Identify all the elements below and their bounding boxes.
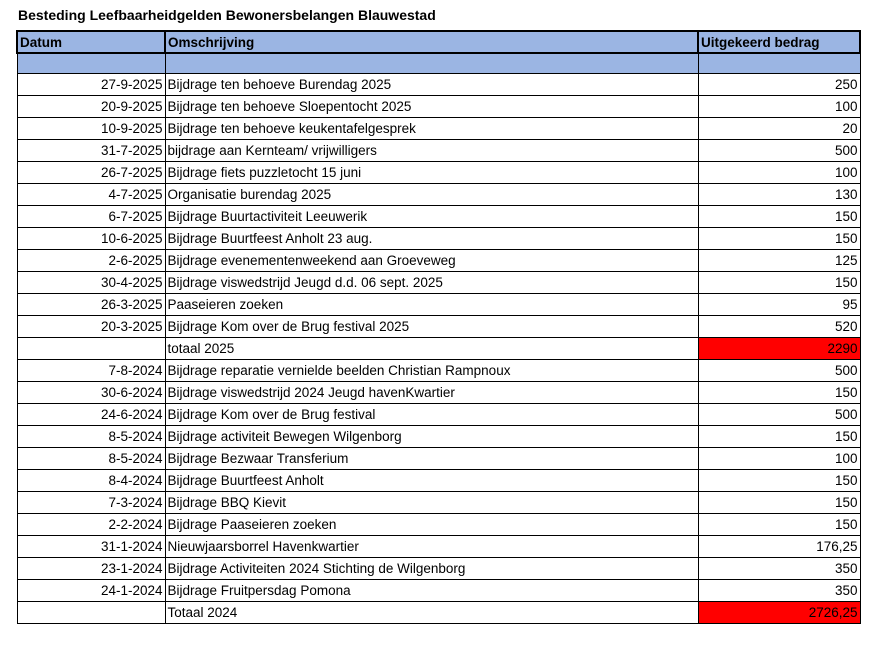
date-cell: 4-7-2025 [17, 184, 165, 206]
amount-cell: 250 [698, 74, 860, 96]
date-cell: 2-2-2024 [17, 514, 165, 536]
date-cell: 8-5-2024 [17, 426, 165, 448]
date-cell: 30-4-2025 [17, 272, 165, 294]
amount-cell: 150 [698, 492, 860, 514]
expenditure-table [16, 30, 861, 624]
band-cell-date [17, 53, 165, 74]
description-cell: Paaseieren zoeken [165, 294, 698, 316]
table-row [17, 404, 860, 426]
description-cell: Bijdrage Paaseieren zoeken [165, 514, 698, 536]
description-cell: Nieuwjaarsborrel Havenkwartier [165, 536, 698, 558]
header-row [17, 31, 860, 53]
date-cell: 31-7-2025 [17, 140, 165, 162]
date-cell: 30-6-2024 [17, 382, 165, 404]
description-cell: Bijdrage evenementenweekend aan Groeveweg [165, 250, 698, 272]
description-cell: Bijdrage Kom over de Brug festival 2025 [165, 316, 698, 338]
page-title: Besteding Leefbaarheidgelden Bewonersbelangen Blauwestad [18, 7, 436, 23]
date-cell [17, 602, 165, 624]
date-cell: 7-8-2024 [17, 360, 165, 382]
band-cell-description [165, 53, 698, 74]
description-cell: Bijdrage Fruitpersdag Pomona [165, 580, 698, 602]
amount-cell: 100 [698, 96, 860, 118]
table-row [17, 426, 860, 448]
amount-cell: 500 [698, 140, 860, 162]
table-row [17, 470, 860, 492]
header-description: Omschrijving [165, 31, 698, 53]
description-cell: Bijdrage ten behoeve keukentafelgesprek [165, 118, 698, 140]
table-row [17, 250, 860, 272]
table-body [17, 31, 860, 624]
description-cell: Bijdrage BBQ Kievit [165, 492, 698, 514]
table-row [17, 272, 860, 294]
description-cell: Bijdrage Bezwaar Transferium [165, 448, 698, 470]
table-row [17, 558, 860, 580]
table-row [17, 492, 860, 514]
description-cell: Bijdrage Buurtfeest Anholt 23 aug. [165, 228, 698, 250]
description-cell: Organisatie burendag 2025 [165, 184, 698, 206]
description-cell: Bijdrage Buurtfeest Anholt [165, 470, 698, 492]
date-cell: 24-1-2024 [17, 580, 165, 602]
date-cell: 20-9-2025 [17, 96, 165, 118]
amount-cell: 150 [698, 514, 860, 536]
date-cell: 24-6-2024 [17, 404, 165, 426]
amount-cell: 95 [698, 294, 860, 316]
date-cell: 27-9-2025 [17, 74, 165, 96]
description-cell: Totaal 2024 [165, 602, 698, 624]
description-cell: Bijdrage Activiteiten 2024 Stichting de Wilgenborg [165, 558, 698, 580]
amount-cell: 130 [698, 184, 860, 206]
date-cell: 10-9-2025 [17, 118, 165, 140]
amount-cell: 176,25 [698, 536, 860, 558]
amount-cell: 520 [698, 316, 860, 338]
date-cell: 8-5-2024 [17, 448, 165, 470]
date-cell: 26-3-2025 [17, 294, 165, 316]
amount-cell: 350 [698, 580, 860, 602]
amount-cell: 150 [698, 470, 860, 492]
header-date: Datum [17, 31, 165, 53]
date-cell: 23-1-2024 [17, 558, 165, 580]
table-row [17, 74, 860, 96]
description-cell: Bijdrage viswedstrijd 2024 Jeugd havenKwartier [165, 382, 698, 404]
table-row [17, 580, 860, 602]
amount-cell: 350 [698, 558, 860, 580]
date-cell [17, 338, 165, 360]
table-row [17, 228, 860, 250]
band-cell-amount [698, 53, 860, 74]
date-cell: 31-1-2024 [17, 536, 165, 558]
table-row [17, 96, 860, 118]
date-cell: 7-3-2024 [17, 492, 165, 514]
table-row [17, 118, 860, 140]
description-cell: bijdrage aan Kernteam/ vrijwilligers [165, 140, 698, 162]
description-cell: Bijdrage Kom over de Brug festival [165, 404, 698, 426]
description-cell: Bijdrage ten behoeve Burendag 2025 [165, 74, 698, 96]
table-row [17, 448, 860, 470]
date-cell: 6-7-2025 [17, 206, 165, 228]
description-cell: Bijdrage ten behoeve Sloepentocht 2025 [165, 96, 698, 118]
amount-cell: 20 [698, 118, 860, 140]
header-band-row [17, 53, 860, 74]
table-row [17, 360, 860, 382]
amount-cell: 2290 [698, 338, 860, 360]
amount-cell: 150 [698, 206, 860, 228]
description-cell: totaal 2025 [165, 338, 698, 360]
amount-cell: 100 [698, 448, 860, 470]
amount-cell: 150 [698, 426, 860, 448]
table-row [17, 294, 860, 316]
table-row [17, 140, 860, 162]
table-row [17, 536, 860, 558]
amount-cell: 150 [698, 382, 860, 404]
amount-cell: 150 [698, 228, 860, 250]
description-cell: Bijdrage reparatie vernielde beelden Christian Rampnoux [165, 360, 698, 382]
date-cell: 26-7-2025 [17, 162, 165, 184]
description-cell: Bijdrage fiets puzzletocht 15 juni [165, 162, 698, 184]
table-row [17, 514, 860, 536]
header-amount: Uitgekeerd bedrag [698, 31, 860, 53]
description-cell: Bijdrage Buurtactiviteit Leeuwerik [165, 206, 698, 228]
table-row [17, 162, 860, 184]
amount-cell: 2726,25 [698, 602, 860, 624]
table-row [17, 316, 860, 338]
table-row [17, 184, 860, 206]
date-cell: 2-6-2025 [17, 250, 165, 272]
description-cell: Bijdrage activiteit Bewegen Wilgenborg [165, 426, 698, 448]
date-cell: 10-6-2025 [17, 228, 165, 250]
date-cell: 8-4-2024 [17, 470, 165, 492]
amount-cell: 125 [698, 250, 860, 272]
table-row [17, 382, 860, 404]
date-cell: 20-3-2025 [17, 316, 165, 338]
amount-cell: 500 [698, 360, 860, 382]
description-cell: Bijdrage viswedstrijd Jeugd d.d. 06 sept. 2025 [165, 272, 698, 294]
table-row [17, 206, 860, 228]
total-row [17, 602, 860, 624]
amount-cell: 150 [698, 272, 860, 294]
amount-cell: 500 [698, 404, 860, 426]
total-row [17, 338, 860, 360]
amount-cell: 100 [698, 162, 860, 184]
